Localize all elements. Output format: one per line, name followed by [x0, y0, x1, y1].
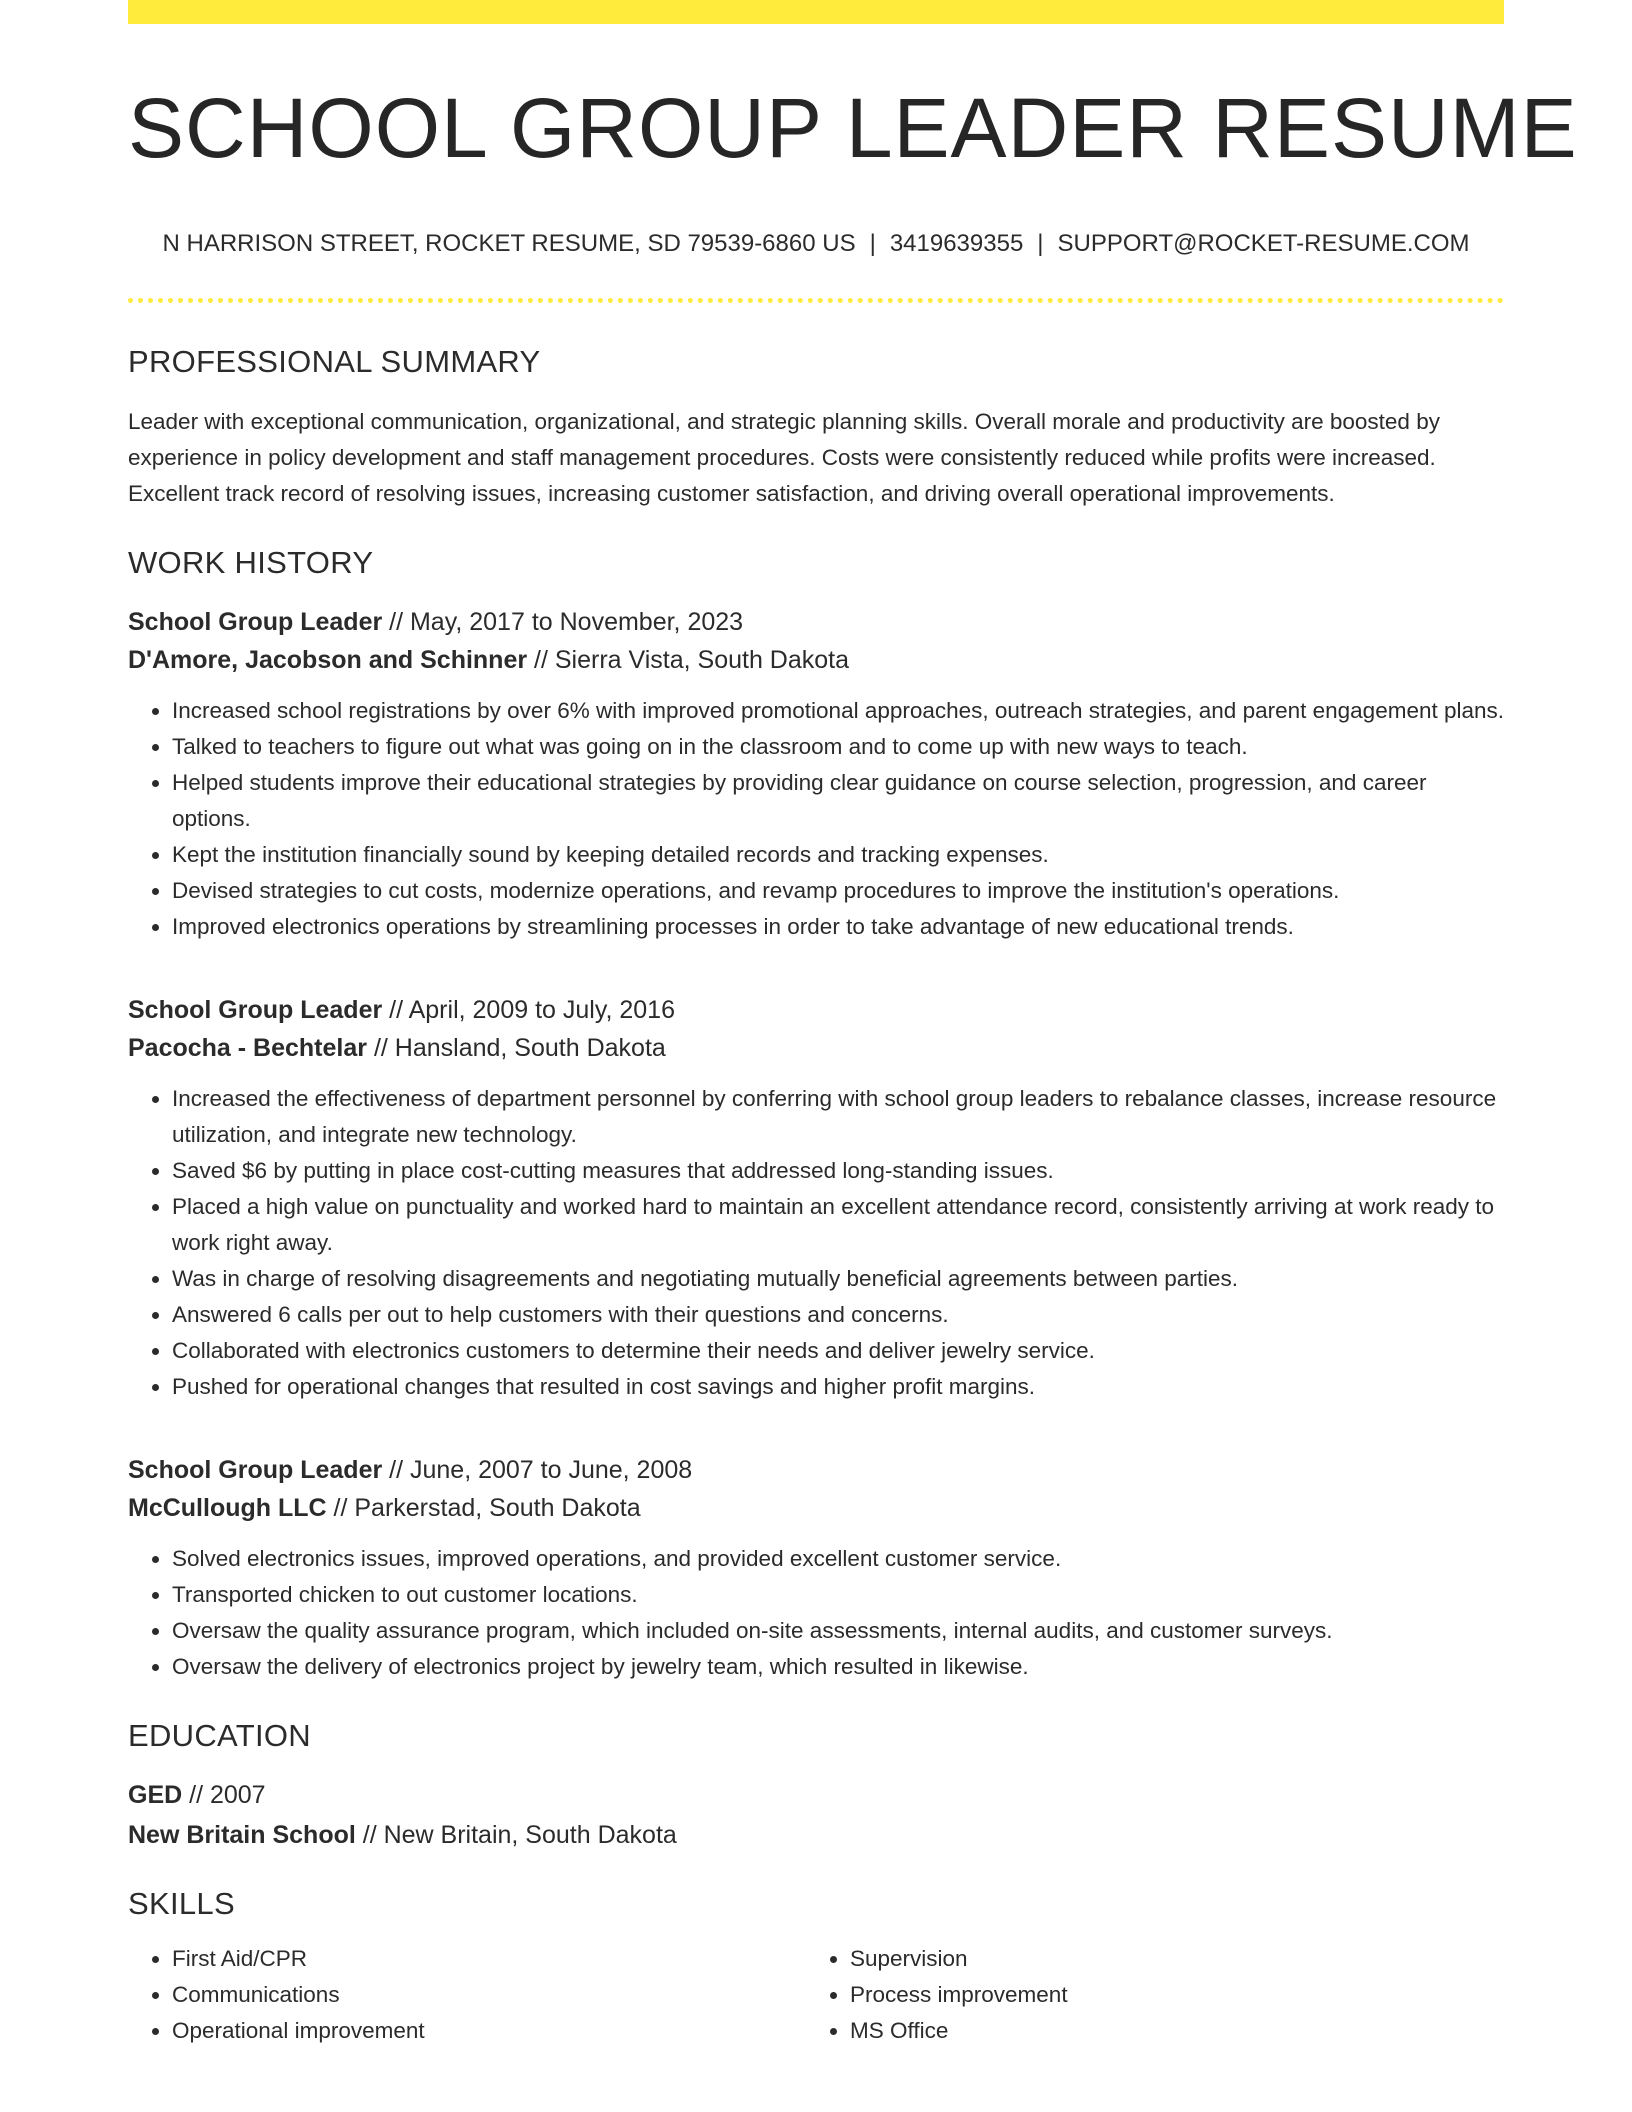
- contact-phone: 3419639355: [889, 230, 1024, 258]
- job-bullet: • Saved $6 by putting in place cost-cutting measures that addressed long-standing issues.: [172, 1153, 1504, 1189]
- job-bullet: • Helped students improve their educational strategies by providing clear guidance on course selection, progression, and career options.: [172, 765, 1504, 837]
- job-bullet: • Answered 6 calls per out to help customers with their questions and concerns.: [172, 1297, 1504, 1333]
- job-bullets: [128, 1541, 1504, 1685]
- skills-column-left: [128, 1941, 806, 2049]
- job-title: School Group Leader: [128, 995, 383, 1024]
- section-heading-work-history: WORK HISTORY: [128, 545, 374, 581]
- education-degree: GED: [128, 1780, 183, 1809]
- skill-item: • Communications: [172, 1977, 806, 2013]
- job-location: // Sierra Vista, South Dakota: [527, 645, 850, 674]
- job-bullets: [128, 693, 1504, 945]
- skills-list: [128, 1941, 1504, 2049]
- education-degree-line: [128, 1775, 1504, 1815]
- job-company: McCullough LLC: [128, 1493, 327, 1522]
- summary-text: Leader with exceptional communication, organizational, and strategic planning skills. Overall morale and productivity are boosted by experience in policy development and staff management procedures. Costs were consistently reduced while profits were increased. Excellent track record of resolving issues, increasing customer satisfaction, and driving overall operational improvements.: [128, 409, 1440, 507]
- job-dates: // April, 2009 to July, 2016: [382, 995, 675, 1024]
- job-bullet: • Oversaw the delivery of electronics project by jewelry team, which resulted in likewise.: [172, 1649, 1504, 1685]
- section-heading-skills: SKILLS: [128, 1885, 235, 1921]
- job-bullet: • Solved electronics issues, improved operations, and provided excellent customer service.: [172, 1541, 1504, 1577]
- education-location: // New Britain, South Dakota: [355, 1820, 677, 1849]
- job-company: Pacocha - Bechtelar: [128, 1033, 367, 1062]
- education-year: // 2007: [182, 1780, 266, 1809]
- job-dates: // June, 2007 to June, 2008: [382, 1455, 693, 1484]
- job-bullet: • Increased the effectiveness of department personnel by conferring with school group leaders to rebalance classes, increase resource utilization, and integrate new technology.: [172, 1081, 1504, 1153]
- resume-title: SCHOOL GROUP LEADER RESUME: [128, 81, 1578, 175]
- dotted-divider: [128, 298, 1504, 303]
- job-bullet: • Increased school registrations by over 6% with improved promotional approaches, outreach strategies, and parent engagement plans.: [172, 693, 1504, 729]
- education-school: New Britain School: [128, 1820, 356, 1849]
- contact-separator: |: [1037, 230, 1044, 258]
- skill-item: • Process improvement: [850, 1977, 1484, 2013]
- job-bullet: • Collaborated with electronics customers to determine their needs and deliver jewelry service.: [172, 1333, 1504, 1369]
- job-dates: // May, 2017 to November, 2023: [382, 607, 744, 636]
- job-entry: [128, 991, 1504, 1405]
- job-bullet: • Improved electronics operations by streamlining processes in order to take advantage of new educational trends.: [172, 909, 1504, 945]
- accent-top-bar: [128, 0, 1504, 24]
- job-bullet: • Was in charge of resolving disagreements and negotiating mutually beneficial agreements between parties.: [172, 1261, 1504, 1297]
- job-entry: [128, 603, 1504, 945]
- job-bullet: • Oversaw the quality assurance program, which included on-site assessments, internal audits, and customer surveys.: [172, 1613, 1504, 1649]
- job-bullet: • Pushed for operational changes that resulted in cost savings and higher profit margins.: [172, 1369, 1504, 1405]
- job-company-line: [128, 641, 1504, 679]
- job-bullet: • Placed a high value on punctuality and worked hard to maintain an excellent attendance record, consistently arriving at work ready to work right away.: [172, 1189, 1504, 1261]
- section-heading-education: EDUCATION: [128, 1717, 311, 1753]
- skill-item: • MS Office: [850, 2013, 1484, 2049]
- job-entry: [128, 1451, 1504, 1685]
- contact-separator: |: [869, 230, 876, 258]
- job-title-line: [128, 1451, 1504, 1489]
- job-bullet: • Transported chicken to out customer locations.: [172, 1577, 1504, 1613]
- job-company-line: [128, 1489, 1504, 1527]
- resume-page: [128, 0, 1578, 2049]
- education-school-line: [128, 1815, 1504, 1855]
- contact-info: [128, 230, 1504, 258]
- job-bullet: • Talked to teachers to figure out what was going on in the classroom and to come up with new ways to teach.: [172, 729, 1504, 765]
- job-title: School Group Leader: [128, 1455, 383, 1484]
- job-bullets: [128, 1081, 1504, 1405]
- job-bullet: • Devised strategies to cut costs, modernize operations, and revamp procedures to improve the institution's operations.: [172, 873, 1504, 909]
- education-entry: [128, 1775, 1504, 1855]
- skill-item: • First Aid/CPR: [172, 1941, 806, 1977]
- contact-address: N HARRISON STREET, ROCKET RESUME, SD 79539-6860 US: [162, 230, 856, 258]
- skill-item: • Supervision: [850, 1941, 1484, 1977]
- job-title-line: [128, 991, 1504, 1029]
- job-title: School Group Leader: [128, 607, 383, 636]
- job-title-line: [128, 603, 1504, 641]
- section-heading-summary: PROFESSIONAL SUMMARY: [128, 344, 541, 380]
- contact-email: SUPPORT@ROCKET-RESUME.COM: [1057, 230, 1470, 258]
- job-company-line: [128, 1029, 1504, 1067]
- skills-column-right: [806, 1941, 1484, 2049]
- job-location: // Parkerstad, South Dakota: [326, 1493, 641, 1522]
- job-company: D'Amore, Jacobson and Schinner: [128, 645, 528, 674]
- job-bullet: • Kept the institution financially sound by keeping detailed records and tracking expenses.: [172, 837, 1504, 873]
- job-location: // Hansland, South Dakota: [367, 1033, 666, 1062]
- skill-item: • Operational improvement: [172, 2013, 806, 2049]
